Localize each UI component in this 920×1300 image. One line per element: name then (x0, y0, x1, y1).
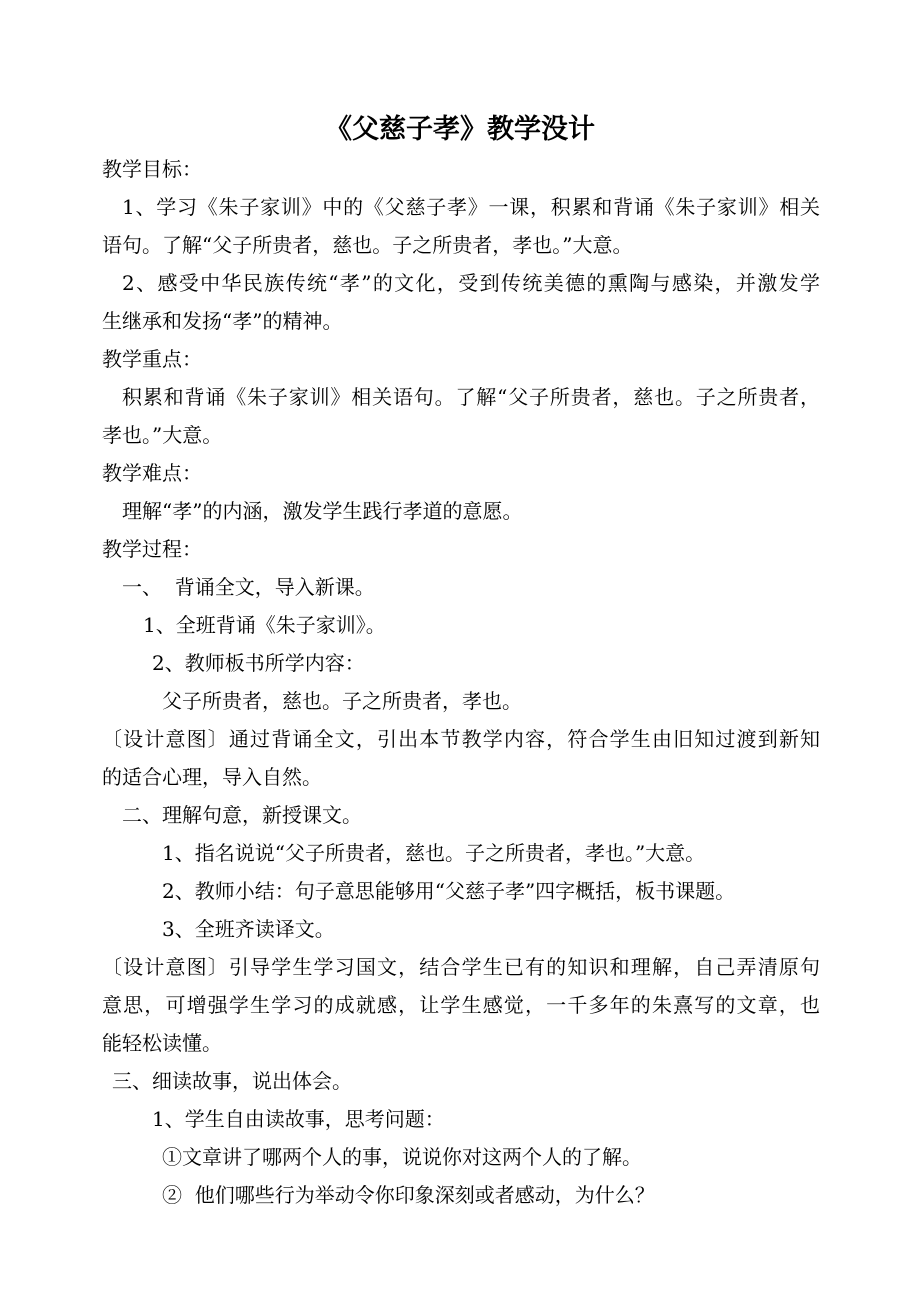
step3-heading: 三、细读故事，说出体会。 (112, 1069, 352, 1093)
step2-item2: 2、教师小结：句子意思能够用“父慈子孝”四字概括，板书课题。 (162, 879, 736, 903)
design-intent-2-line2: 意思，可增强学生学习的成就感，让学生感觉，一千多年的朱熹写的文章，也 (102, 993, 820, 1017)
design-intent-2-line3: 能轻松读懂。 (102, 1031, 222, 1055)
step1-heading: 一、 背诵全文，导入新课。 (122, 575, 375, 599)
step3-question1: ①文章讲了哪两个人的事，说说你对这两个人的了解。 (162, 1145, 642, 1169)
design-intent-1-line1: 〔设计意图〕通过背诵全文，引出本节教学内容，符合学生由旧知过渡到新知 (102, 727, 820, 751)
objectives-heading: 教学目标： (102, 157, 202, 181)
objective-1-line2: 语句。了解“父子所贵者，慈也。子之所贵者，孝也。”大意。 (102, 233, 633, 257)
step1-item1: 1、全班背诵《朱子家训》。 (143, 613, 386, 637)
key-points-heading: 教学重点： (102, 347, 202, 371)
step2-heading: 二、理解句意，新授课文。 (122, 803, 362, 827)
key-points-line2: 孝也。”大意。 (102, 423, 223, 447)
process-heading: 教学过程： (102, 537, 202, 561)
objective-2-line2: 生继承和发扬“孝”的精神。 (102, 309, 343, 333)
document-title: 《父慈子孝》教学没计 (325, 114, 595, 145)
step3-item1: 1、学生自由读故事，思考问题： (152, 1107, 445, 1131)
step2-item3: 3、全班齐读译文。 (162, 917, 335, 941)
difficulties-line1: 理解“孝”的内涵，激发学生践行孝道的意愿。 (122, 499, 523, 523)
step3-question2: ② 他们哪些行为举动令你印象深刻或者感动，为什么？ (162, 1183, 655, 1207)
difficulties-heading: 教学难点： (102, 461, 202, 485)
design-intent-1-line2: 的适合心理，导入自然。 (102, 765, 322, 789)
step1-quote: 父子所贵者，慈也。子之所贵者，孝也。 (162, 689, 522, 713)
objective-2-line1: 2、感受中华民族传统“孝”的文化，受到传统美德的熏陶与感染，并激发学 (122, 271, 820, 295)
design-intent-2-line1: 〔设计意图〕引导学生学习国文，结合学生已有的知识和理解，自己弄清原句 (102, 955, 820, 979)
objective-1-line1: 1、学习《朱子家训》中的《父慈子孝》一课，积累和背诵《朱子家训》相关 (122, 195, 820, 219)
step2-item1: 1、指名说说“父子所贵者，慈也。子之所贵者，孝也。”大意。 (162, 841, 706, 865)
key-points-line1: 积累和背诵《朱子家训》相关语句。了解“父子所贵者，慈也。子之所贵者， (122, 385, 820, 409)
step1-item2: 2、教师板书所学内容： (152, 651, 365, 675)
